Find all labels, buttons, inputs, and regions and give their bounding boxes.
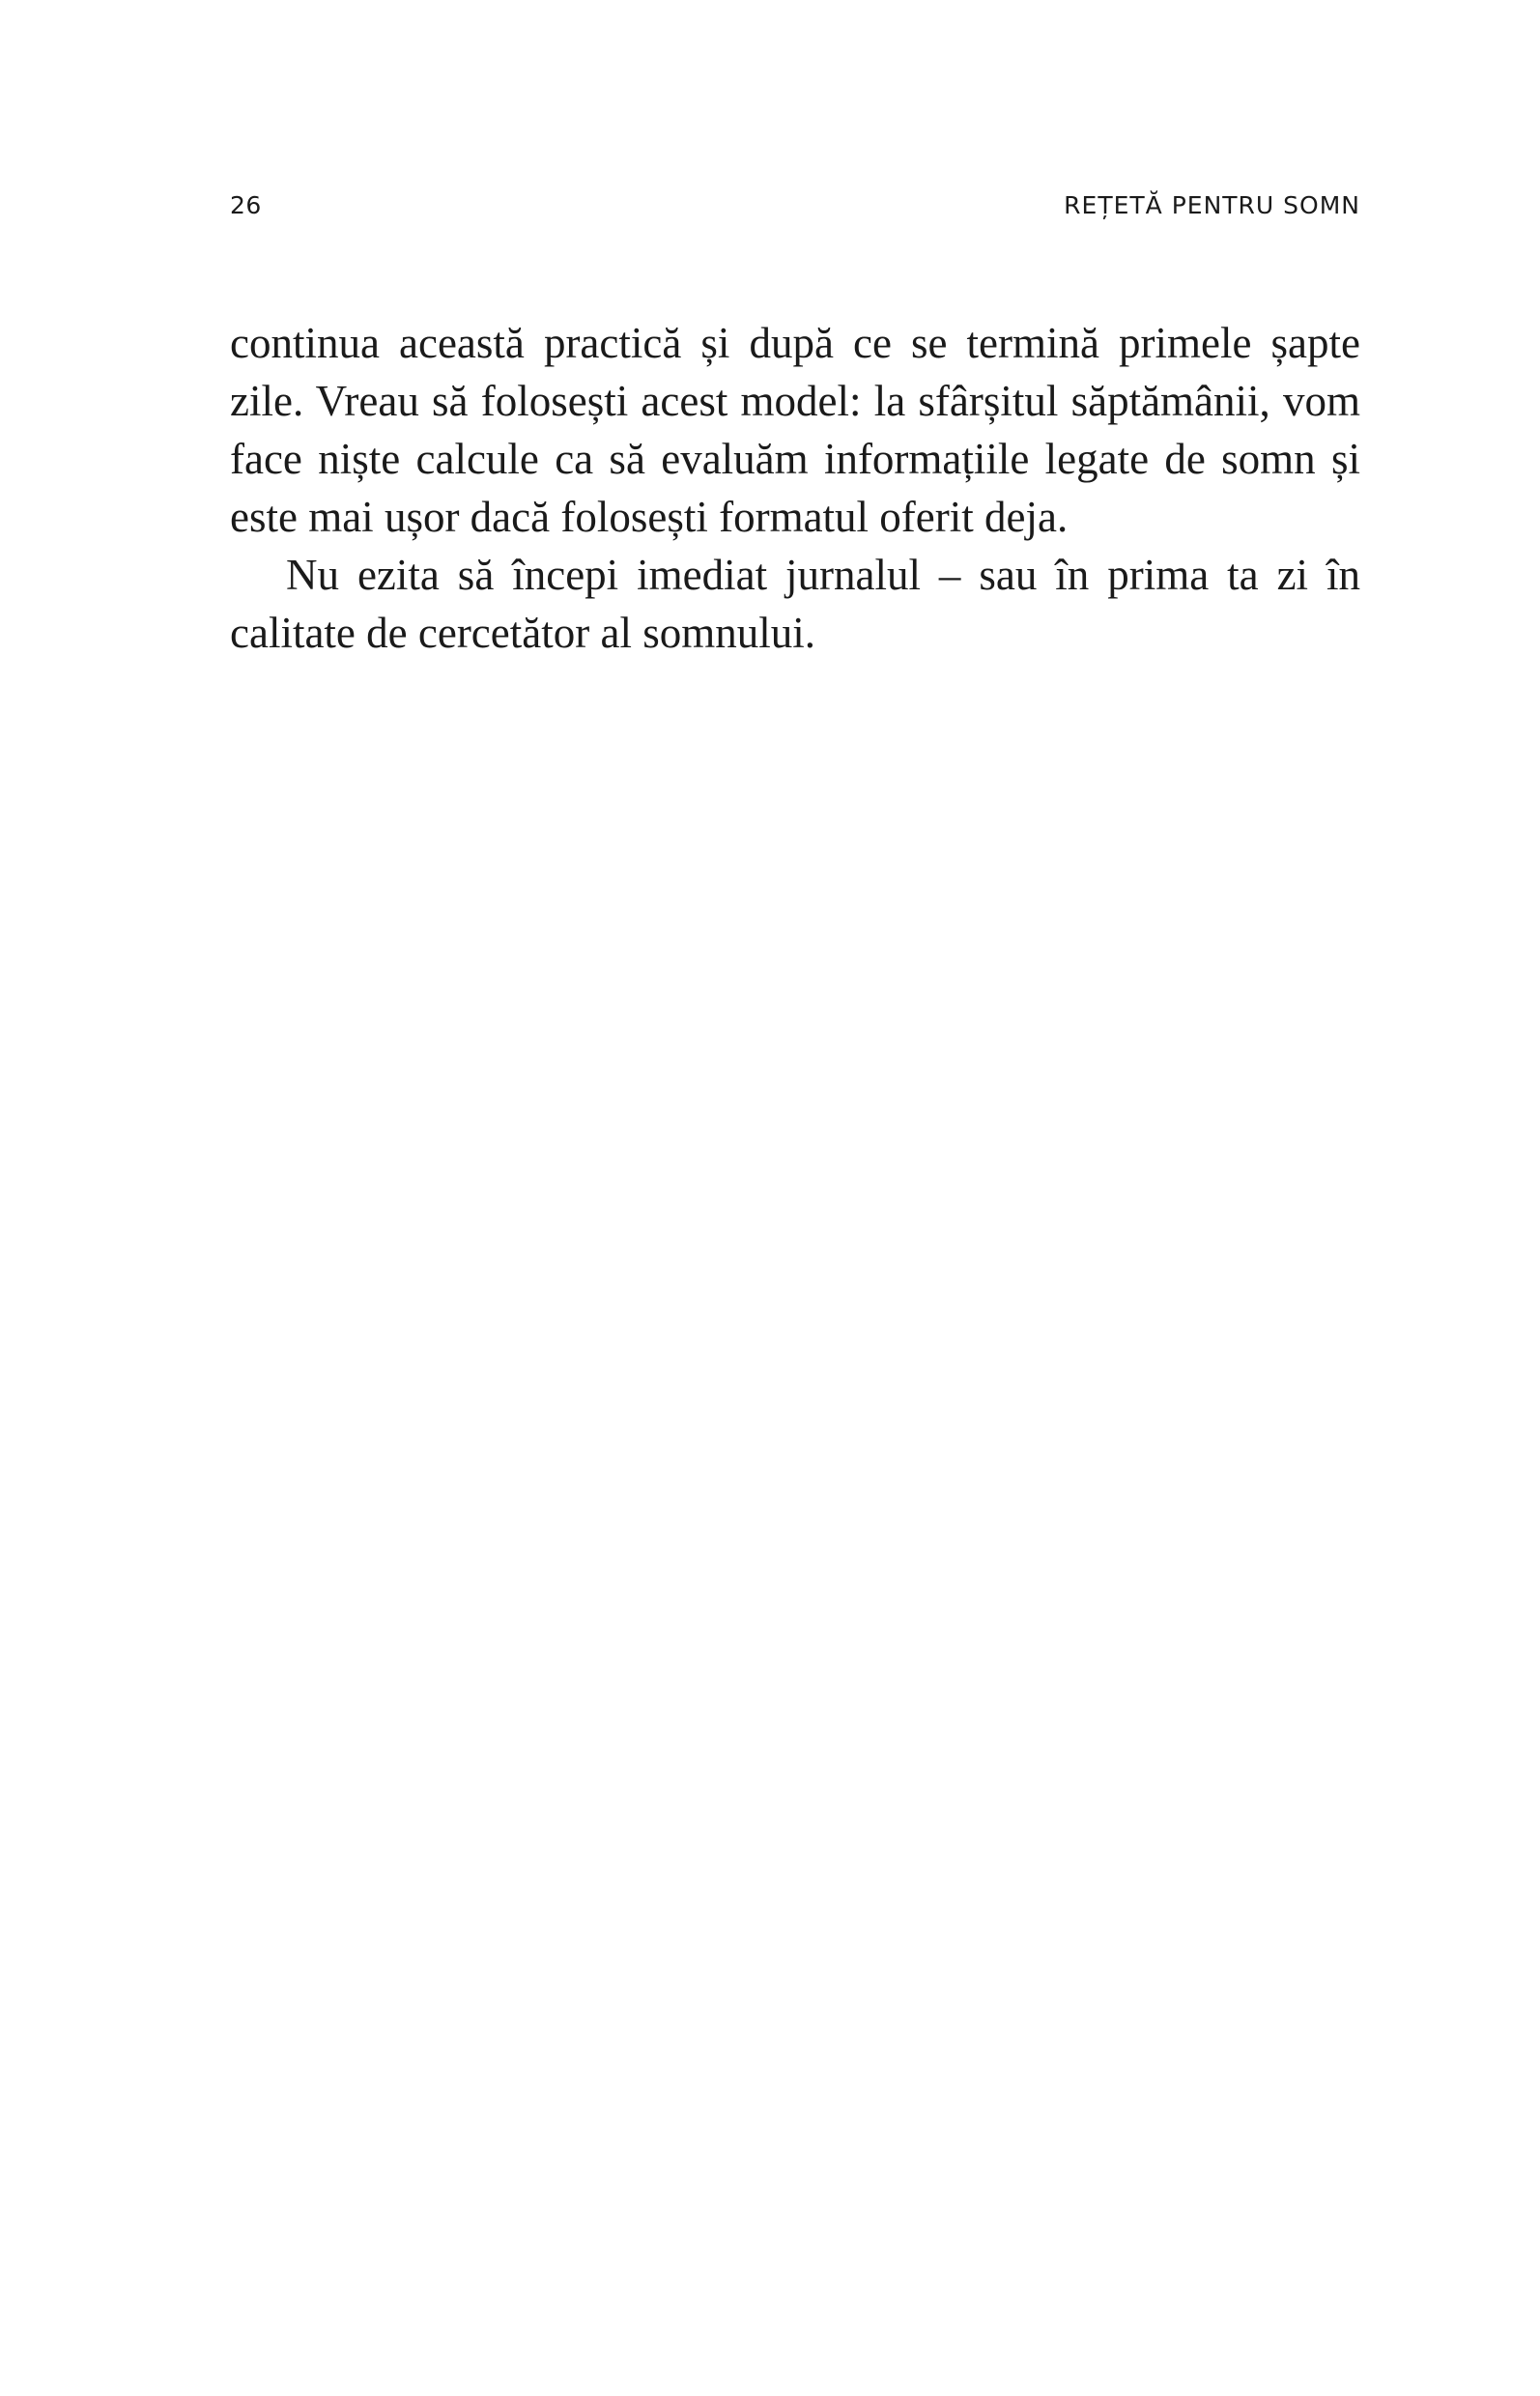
body-text bbox=[230, 314, 1360, 662]
running-header bbox=[230, 185, 1360, 224]
book-title: REȚETĂ PENTRU SOMN bbox=[1064, 190, 1360, 219]
paragraph: Nu ezita să începi imediat jurnalul – sau în prima ta zi în calitate de cercetător al somnului. bbox=[230, 551, 1360, 657]
page-number: 26 bbox=[230, 190, 262, 219]
paragraph-continuation: continua această practică și după ce se termină primele șapte zile. Vreau să folosești acest model: la sfârșitul săptămânii, vom face niște calcule ca să evaluăm informațiile legate de somn și este mai ușor dacă folosești formatul oferit deja. bbox=[230, 319, 1360, 541]
